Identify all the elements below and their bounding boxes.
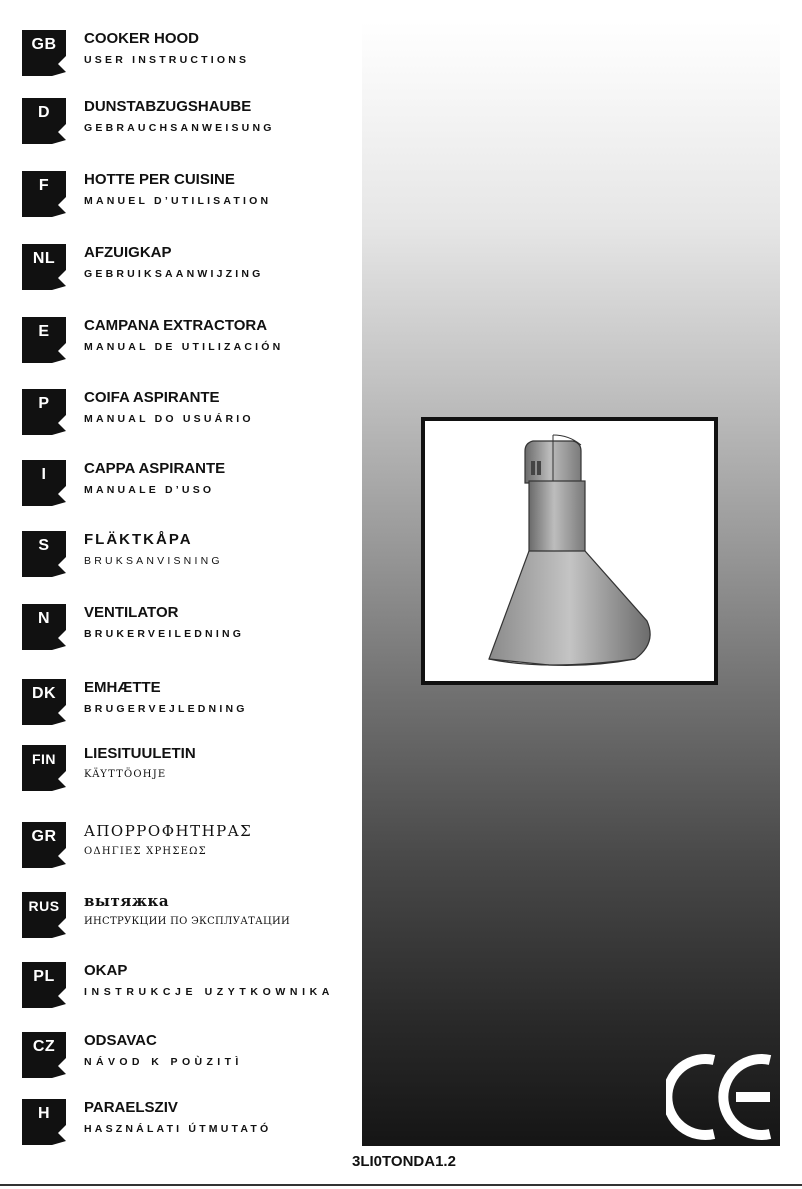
language-badge-icon xyxy=(22,460,66,506)
language-title: CAMPANA EXTRACTORA xyxy=(84,317,268,334)
language-title: OKAP xyxy=(84,962,128,979)
language-code: F xyxy=(38,177,50,194)
language-entry-nl xyxy=(22,244,362,304)
language-subtitle: INSTRUKCJE UZYTKOWNIKA xyxy=(84,986,334,998)
language-entry-gb xyxy=(22,30,362,90)
language-subtitle: ИНСТРУКЦИИ ПО ЭКСПЛУАТАЦИИ xyxy=(84,916,291,927)
language-code: N xyxy=(37,610,51,627)
language-entry-rus xyxy=(22,892,362,952)
language-title: COIFA ASPIRANTE xyxy=(84,389,220,406)
language-title: HOTTE PER CUISINE xyxy=(84,171,235,188)
language-title: LIESITUULETIN xyxy=(84,745,196,762)
language-entry-f xyxy=(22,171,362,231)
language-title: VENTILATOR xyxy=(84,604,179,621)
language-subtitle: BRUKSANVISNING xyxy=(84,555,223,567)
language-code: GR xyxy=(31,828,57,845)
language-subtitle: KÄYTTÖOHJE xyxy=(84,769,167,780)
language-title: DUNSTABZUGSHAUBE xyxy=(84,98,252,115)
bottom-rule xyxy=(0,1184,802,1186)
language-badge-icon xyxy=(22,317,66,363)
language-badge-icon xyxy=(22,1099,66,1145)
language-badge-icon xyxy=(22,244,66,290)
language-badge-icon xyxy=(22,745,66,791)
language-title: FLÄKTKÅPA xyxy=(84,531,193,548)
language-badge-icon xyxy=(22,1032,66,1078)
language-entry-s xyxy=(22,531,362,591)
language-subtitle: GEBRAUCHSANWEISUNG xyxy=(84,122,275,134)
language-subtitle: MANUAL DO USUÁRIO xyxy=(84,413,254,425)
language-subtitle: MANUEL D’UTILISATION xyxy=(84,195,272,207)
ce-mark-icon xyxy=(666,1050,778,1142)
language-subtitle: HASZNÁLATI ÚTMUTATÓ xyxy=(84,1123,272,1135)
language-code: E xyxy=(38,323,50,340)
language-entry-h xyxy=(22,1099,362,1159)
language-title: COOKER HOOD xyxy=(84,30,200,47)
language-title: AFZUIGKAP xyxy=(84,244,172,261)
language-subtitle: USER INSTRUCTIONS xyxy=(84,54,250,66)
language-subtitle: MANUALE D’USO xyxy=(84,484,215,496)
language-title: вытяжка xyxy=(84,892,170,910)
language-title: EMHÆTTE xyxy=(84,679,161,696)
language-subtitle: MANUAL DE UTILIZACIÓN xyxy=(84,341,284,353)
language-entry-fin xyxy=(22,745,362,805)
language-subtitle: BRUKERVEILEDNING xyxy=(84,628,245,640)
language-entry-gr xyxy=(22,822,362,882)
language-badge-icon xyxy=(22,892,66,938)
language-code: P xyxy=(38,395,50,412)
document-code: 3LI0TONDA1.2 xyxy=(352,1153,456,1170)
language-entry-dk xyxy=(22,679,362,739)
language-code: DK xyxy=(31,685,57,702)
language-badge-icon xyxy=(22,98,66,144)
language-code: PL xyxy=(33,968,55,985)
language-code: NL xyxy=(32,250,56,267)
language-badge-icon xyxy=(22,30,66,76)
language-title: ΑΠΟΡΡΟΦΗΤΗΡΑΣ xyxy=(84,822,253,840)
language-badge-icon xyxy=(22,171,66,217)
language-subtitle: GEBRUIKSAANWIJZING xyxy=(84,268,264,280)
language-code: H xyxy=(37,1105,51,1122)
language-code: D xyxy=(37,104,51,121)
language-subtitle: NÁVOD K POÙZITÌ xyxy=(84,1056,243,1068)
language-badge-icon xyxy=(22,822,66,868)
language-code: RUS xyxy=(28,898,60,914)
language-entry-e xyxy=(22,317,362,377)
language-title: ODSAVAC xyxy=(84,1032,157,1049)
language-code: CZ xyxy=(32,1038,56,1055)
language-subtitle: ΟΔΗΓΙΕΣ ΧΡΗΣΕΩΣ xyxy=(84,846,207,857)
language-entry-n xyxy=(22,604,362,664)
product-illustration-frame xyxy=(421,417,718,685)
language-badge-icon xyxy=(22,604,66,650)
language-entry-cz xyxy=(22,1032,362,1092)
language-entry-p xyxy=(22,389,362,449)
language-title: PARAELSZIV xyxy=(84,1099,178,1116)
language-badge-icon xyxy=(22,679,66,725)
language-code: GB xyxy=(31,36,57,53)
language-badge-icon xyxy=(22,389,66,435)
language-code: I xyxy=(41,466,47,483)
language-entry-d xyxy=(22,98,362,158)
language-code: S xyxy=(38,537,50,554)
language-entry-pl xyxy=(22,962,362,1022)
language-code: FIN xyxy=(31,751,57,767)
language-title: CAPPA ASPIRANTE xyxy=(84,460,226,477)
cooker-hood-illustration xyxy=(425,421,714,681)
language-badge-icon xyxy=(22,962,66,1008)
language-entry-i xyxy=(22,460,362,520)
language-badge-icon xyxy=(22,531,66,577)
language-subtitle: BRUGERVEJLEDNING xyxy=(84,703,248,715)
